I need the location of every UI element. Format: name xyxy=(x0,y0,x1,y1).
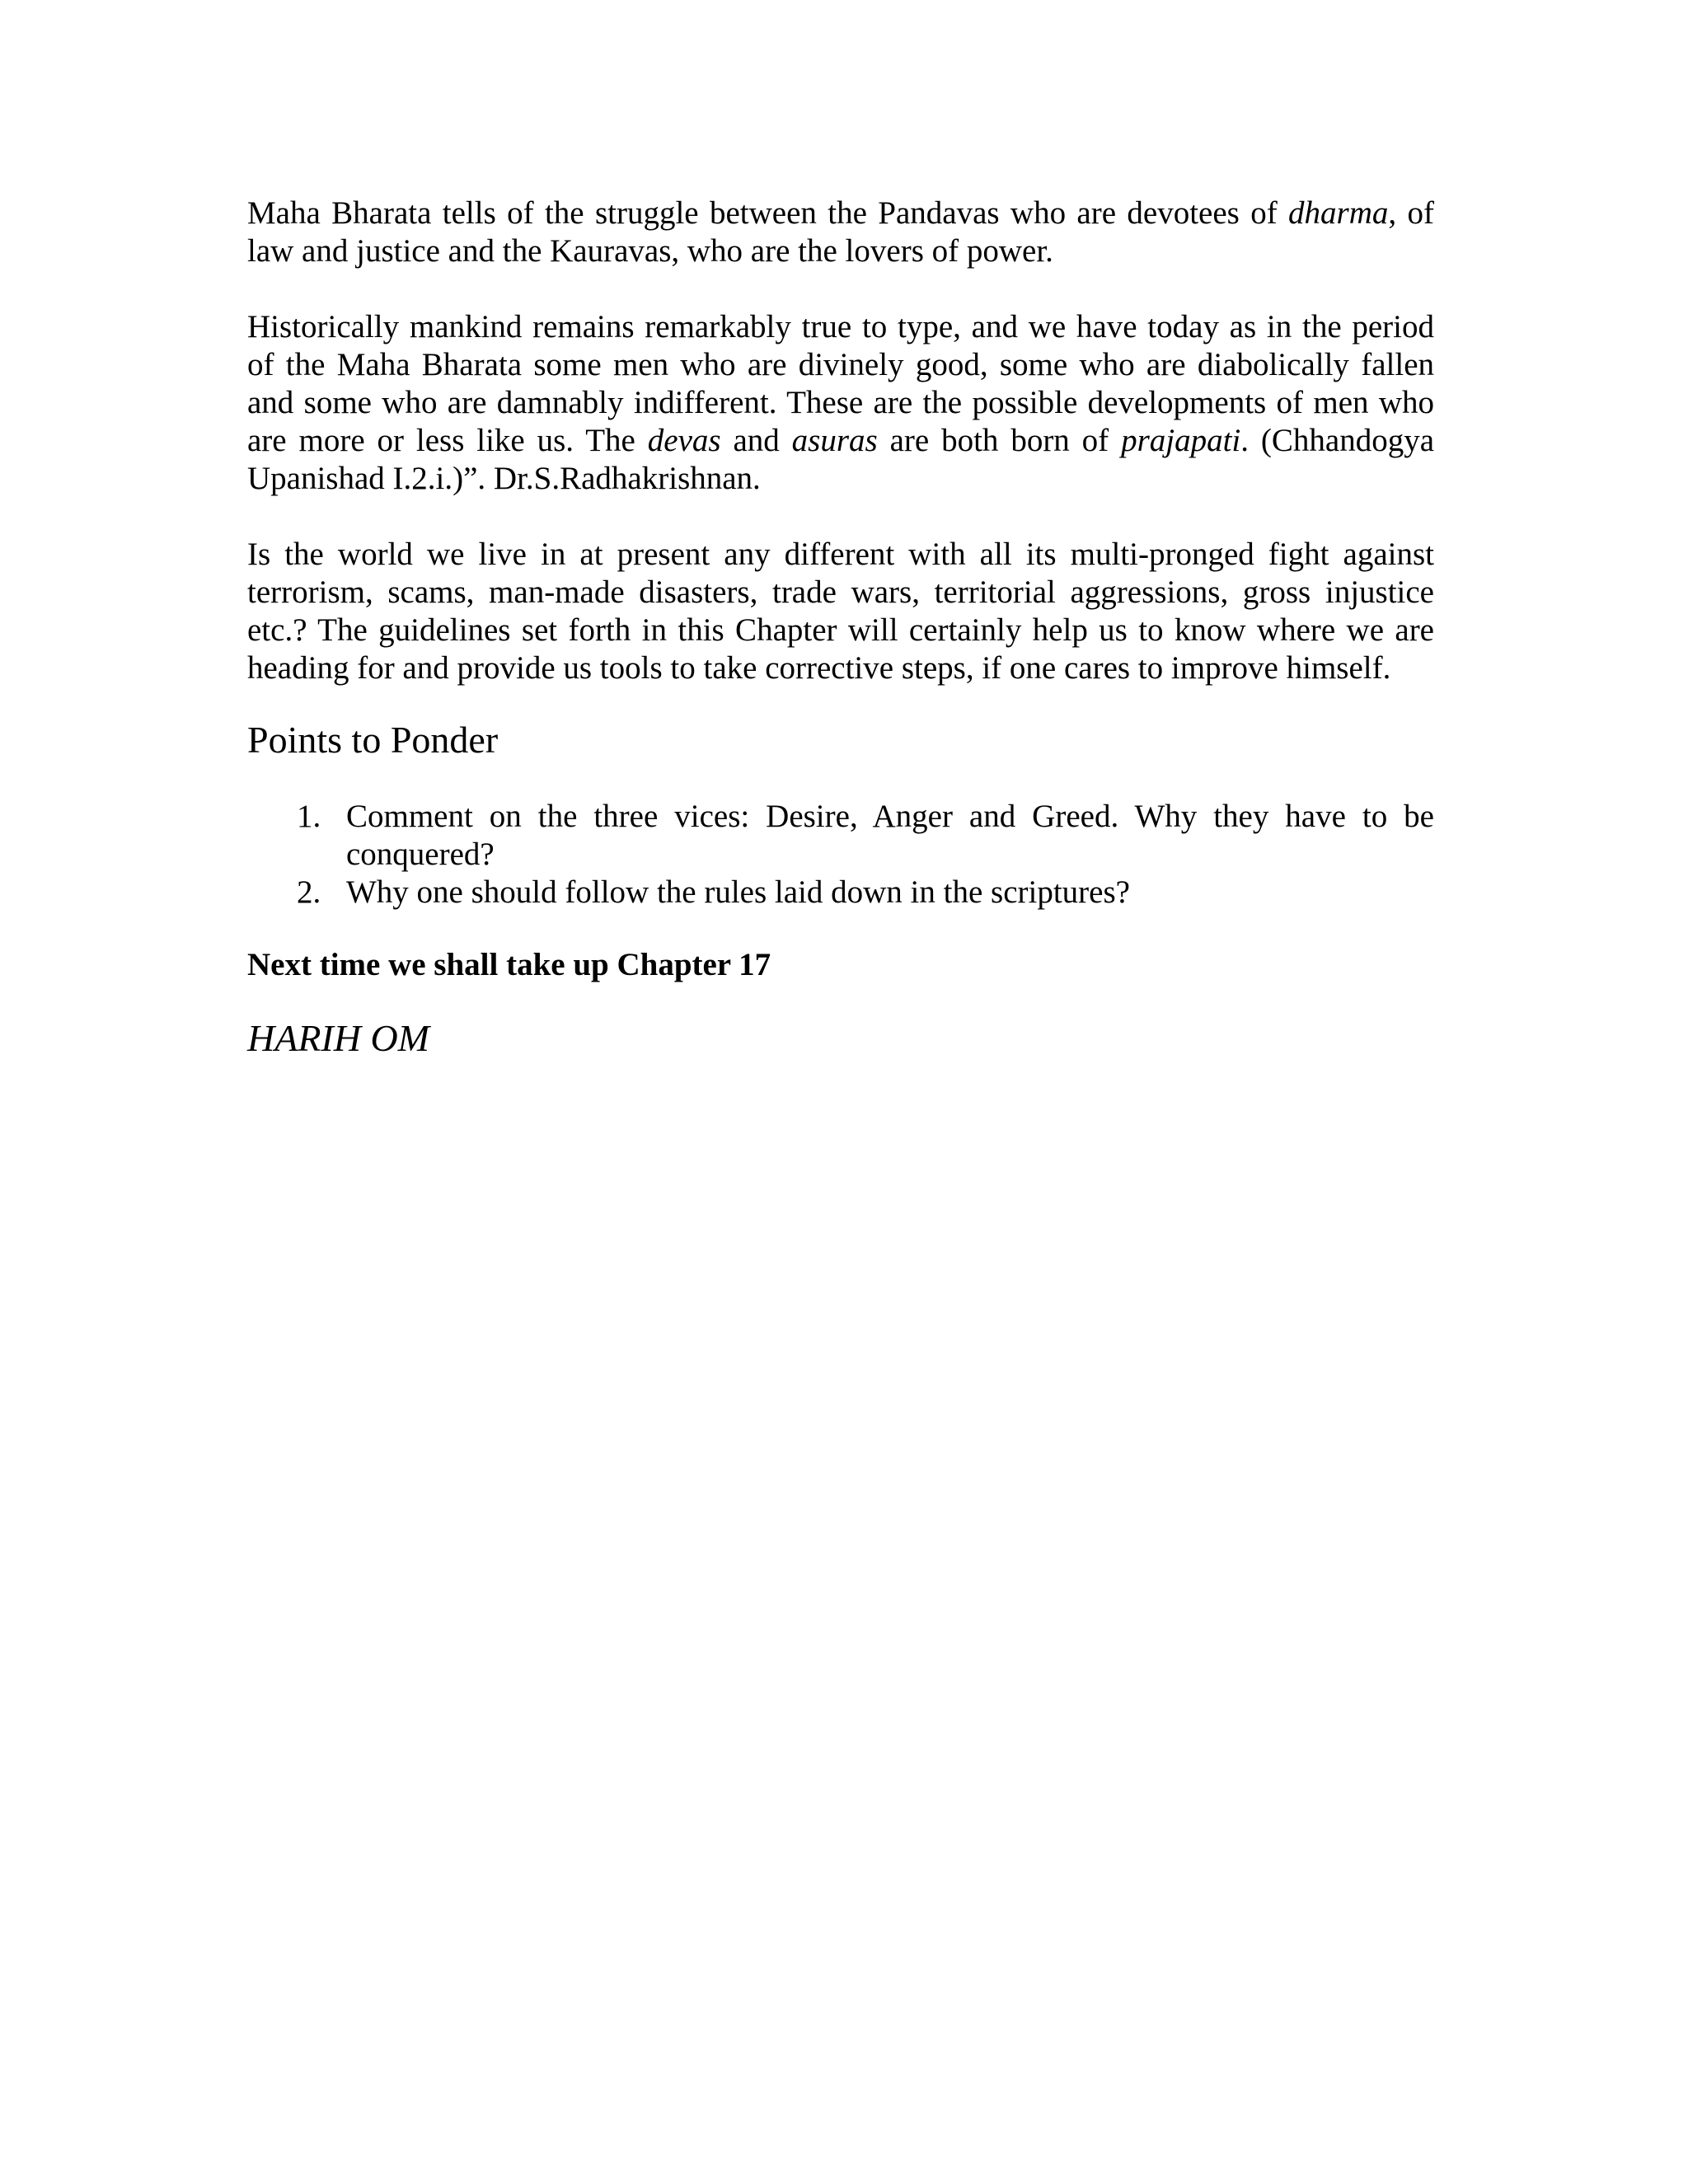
p2-term-prajapati: prajapati xyxy=(1121,423,1241,458)
list-item xyxy=(247,798,1434,874)
p2-text-a: Historically mankind remains remarkably true to type, and we have today as in the period of the Maha Bharata some men who are divinely good, some who are diabolically fallen and some who are damnably indifferent. These are the possible developments of men who are more or less like us. The xyxy=(247,309,1434,458)
paragraph-mahabharata xyxy=(247,194,1434,270)
list-item-number: 2. xyxy=(297,874,321,910)
points-list xyxy=(247,798,1434,912)
p2-text-g: . (Chhandogya Upanishad I.2.i.)”. Dr.S.Radhakrishnan. xyxy=(247,423,1435,496)
p1-text-c: , of law and justice and the Kauravas, who are the lovers of power. xyxy=(247,195,1434,269)
list-item-number: 1. xyxy=(297,799,321,834)
list-item-text: Comment on the three vices: Desire, Anger and Greed. Why they have to be conquered? xyxy=(346,799,1434,872)
closing-salutation: HARIH OM xyxy=(247,1017,429,1059)
p1-text-a: Maha Bharata tells of the struggle between the Pandavas who are devotees of xyxy=(247,195,1289,231)
section-heading-points-to-ponder: Points to Ponder xyxy=(247,719,499,761)
p2-text-c: and xyxy=(720,423,792,458)
paragraph-historically xyxy=(247,308,1434,498)
list-item xyxy=(247,874,1434,912)
paragraph-world-today: Is the world we live in at present any different with all its multi-pronged fight against terrorism, scams, man-made disasters, trade wars, territorial aggressions, gross injustice etc.? The guidelines set forth in this Chapter will certainly help us to know where we are heading for and provide us tools to take corrective steps, if one cares to improve himself. xyxy=(247,537,1434,686)
document-page xyxy=(247,194,1434,1062)
p2-term-asuras: asuras xyxy=(791,423,878,458)
next-chapter-note: Next time we shall take up Chapter 17 xyxy=(247,947,771,982)
p2-text-e: are both born of xyxy=(877,423,1122,458)
p1-term-dharma: dharma xyxy=(1288,195,1389,231)
p2-term-devas: devas xyxy=(647,423,721,458)
list-item-text: Why one should follow the rules laid down in the scriptures? xyxy=(346,874,1130,910)
